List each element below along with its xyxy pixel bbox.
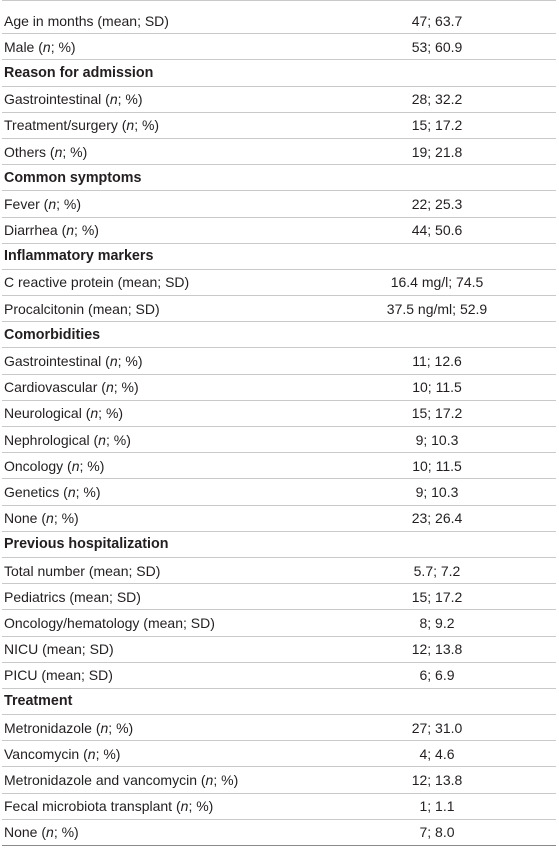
row-label-suffix: ; %) (117, 353, 143, 370)
row-label-suffix: ; %) (53, 510, 79, 527)
section-header-row (2, 322, 556, 348)
section-header-row (2, 689, 556, 715)
row-label-italic: n (98, 431, 106, 448)
row-label-suffix: ; %) (113, 379, 139, 396)
row-label-text: Treatment/surgery ( (4, 117, 127, 134)
table-row (2, 113, 556, 139)
row-label-text: Male ( (4, 38, 43, 55)
row-label-suffix: ; %) (53, 824, 79, 841)
row-label-text: Gastrointestinal ( (4, 353, 110, 370)
table-row (2, 479, 556, 505)
section-header-row (2, 60, 556, 86)
row-label-italic: n (42, 38, 51, 55)
row-value: 1; 1.1 (419, 798, 455, 815)
row-label: NICU (mean; SD) (4, 641, 114, 658)
row-value: 7; 8.0 (419, 824, 455, 841)
row-label-suffix: ; %) (56, 195, 82, 212)
row-label-suffix: ; %) (95, 745, 121, 762)
row-label-text: None ( (4, 510, 47, 527)
row-label-italic: n (67, 483, 76, 500)
row-label-italic: n (109, 353, 118, 370)
table-row (2, 820, 556, 846)
row-label: Oncology/hematology (mean; SD) (4, 614, 215, 631)
row-label-italic: n (105, 379, 114, 396)
row-label-italic: n (54, 143, 63, 160)
row-label-text: Vancomycin ( (4, 745, 88, 762)
row-value: 9; 10.3 (415, 483, 459, 500)
table-row (2, 427, 556, 453)
row-label-suffix: ; %) (62, 143, 88, 160)
row-label-text: Fever ( (4, 195, 49, 212)
row-label-text: Fecal microbiota transplant ( (4, 798, 181, 815)
table-row (2, 741, 556, 767)
row-value: 28; 32.2 (411, 91, 463, 108)
row-label-suffix: ; %) (98, 405, 124, 422)
table-row (2, 8, 556, 34)
row-value: 4; 4.6 (419, 745, 455, 762)
table-row (2, 191, 556, 217)
row-label: C reactive protein (mean; SD) (4, 274, 190, 291)
section-title: Reason for admission (4, 64, 154, 81)
table-row (2, 794, 556, 820)
table-row (2, 584, 556, 610)
table-row (2, 87, 556, 113)
row-label-suffix: ; %) (50, 38, 76, 55)
table-row (2, 270, 556, 296)
row-value: 37.5 ng/ml; 52.9 (386, 300, 488, 317)
row-label-text: Metronidazole and vancomycin ( (4, 772, 206, 789)
row-label-italic: n (126, 117, 135, 134)
row-label-text: Gastrointestinal ( (4, 91, 110, 108)
row-label-italic: n (205, 772, 214, 789)
row-value: 47; 63.7 (411, 12, 463, 29)
row-label-suffix: ; %) (213, 772, 239, 789)
table-body (2, 8, 556, 846)
row-label-italic: n (48, 195, 57, 212)
row-label-italic: n (46, 824, 54, 841)
row-label-text: Metronidazole ( (4, 719, 101, 736)
row-label: Procalcitonin (mean; SD) (4, 300, 160, 317)
row-label-italic: n (109, 91, 118, 108)
row-value: 22; 25.3 (411, 195, 463, 212)
section-title: Inflammatory markers (4, 248, 154, 265)
row-label-text: None ( (4, 824, 47, 841)
section-header-row (2, 165, 556, 191)
row-label-suffix: ; %) (105, 431, 131, 448)
section-title: Previous hospitalization (4, 536, 169, 553)
row-value: 6; 6.9 (419, 667, 455, 684)
row-value: 44; 50.6 (411, 222, 463, 239)
row-label: Total number (mean; SD) (4, 562, 161, 579)
row-label-italic: n (180, 798, 189, 815)
row-value: 8; 9.2 (419, 614, 455, 631)
table-row (2, 767, 556, 793)
section-title: Common symptoms (4, 169, 142, 186)
table-row (2, 139, 556, 165)
table-row (2, 506, 556, 532)
characteristics-table (2, 0, 556, 846)
table-row (2, 375, 556, 401)
table-row (2, 637, 556, 663)
row-label: Age in months (mean; SD) (4, 12, 169, 29)
row-label-suffix: ; %) (74, 222, 99, 239)
row-label-italic: n (66, 222, 75, 239)
row-label-text: Diarrhea ( (4, 222, 67, 239)
row-value: 12; 13.8 (411, 772, 463, 789)
row-label-italic: n (100, 719, 109, 736)
table-row (2, 663, 556, 689)
section-header-row (2, 532, 556, 558)
row-value: 16.4 mg/l; 74.5 (390, 274, 484, 291)
row-label-italic: n (46, 510, 54, 527)
table-row (2, 558, 556, 584)
row-value: 23; 26.4 (411, 510, 463, 527)
row-value: 12; 13.8 (411, 641, 463, 658)
section-header-row (2, 244, 556, 270)
row-value: 15; 17.2 (411, 588, 463, 605)
table-row (2, 610, 556, 636)
row-value: 53; 60.9 (411, 38, 463, 55)
section-title: Comorbidities (4, 326, 101, 343)
row-label-text: Others ( (4, 143, 55, 160)
row-label: Pediatrics (mean; SD) (4, 588, 141, 605)
row-value: 27; 31.0 (411, 719, 463, 736)
row-value: 10; 11.5 (412, 457, 462, 474)
row-value: 11; 12.6 (412, 353, 462, 370)
row-label-italic: n (90, 405, 99, 422)
row-label-text: Genetics ( (4, 483, 68, 500)
row-label-italic: n (87, 745, 96, 762)
row-label-text: Cardiovascular ( (4, 379, 106, 396)
row-label-text: Neurological ( (4, 405, 91, 422)
row-label-suffix: ; %) (75, 483, 101, 500)
table-row (2, 453, 556, 479)
table-row (2, 218, 556, 244)
row-label-text: Oncology ( (4, 457, 72, 474)
section-title: Treatment (4, 693, 73, 710)
row-value: 10; 11.5 (412, 379, 462, 396)
row-label-suffix: ; %) (108, 719, 134, 736)
table-top-rule (2, 0, 556, 1)
row-label-text: Nephrological ( (4, 431, 99, 448)
row-label: PICU (mean; SD) (4, 667, 113, 684)
row-label-suffix: ; %) (134, 117, 160, 134)
table-row (2, 401, 556, 427)
row-label-suffix: ; %) (79, 457, 105, 474)
table-row (2, 296, 556, 322)
row-label-suffix: ; %) (188, 798, 214, 815)
row-value: 15; 17.2 (411, 405, 463, 422)
row-label-suffix: ; %) (117, 91, 143, 108)
row-value: 19; 21.8 (411, 143, 463, 160)
row-value: 15; 17.2 (411, 117, 463, 134)
table-row (2, 715, 556, 741)
row-label-italic: n (71, 457, 80, 474)
table-row (2, 34, 556, 60)
table-row (2, 348, 556, 374)
row-value: 5.7; 7.2 (413, 562, 461, 579)
row-value: 9; 10.3 (415, 431, 459, 448)
